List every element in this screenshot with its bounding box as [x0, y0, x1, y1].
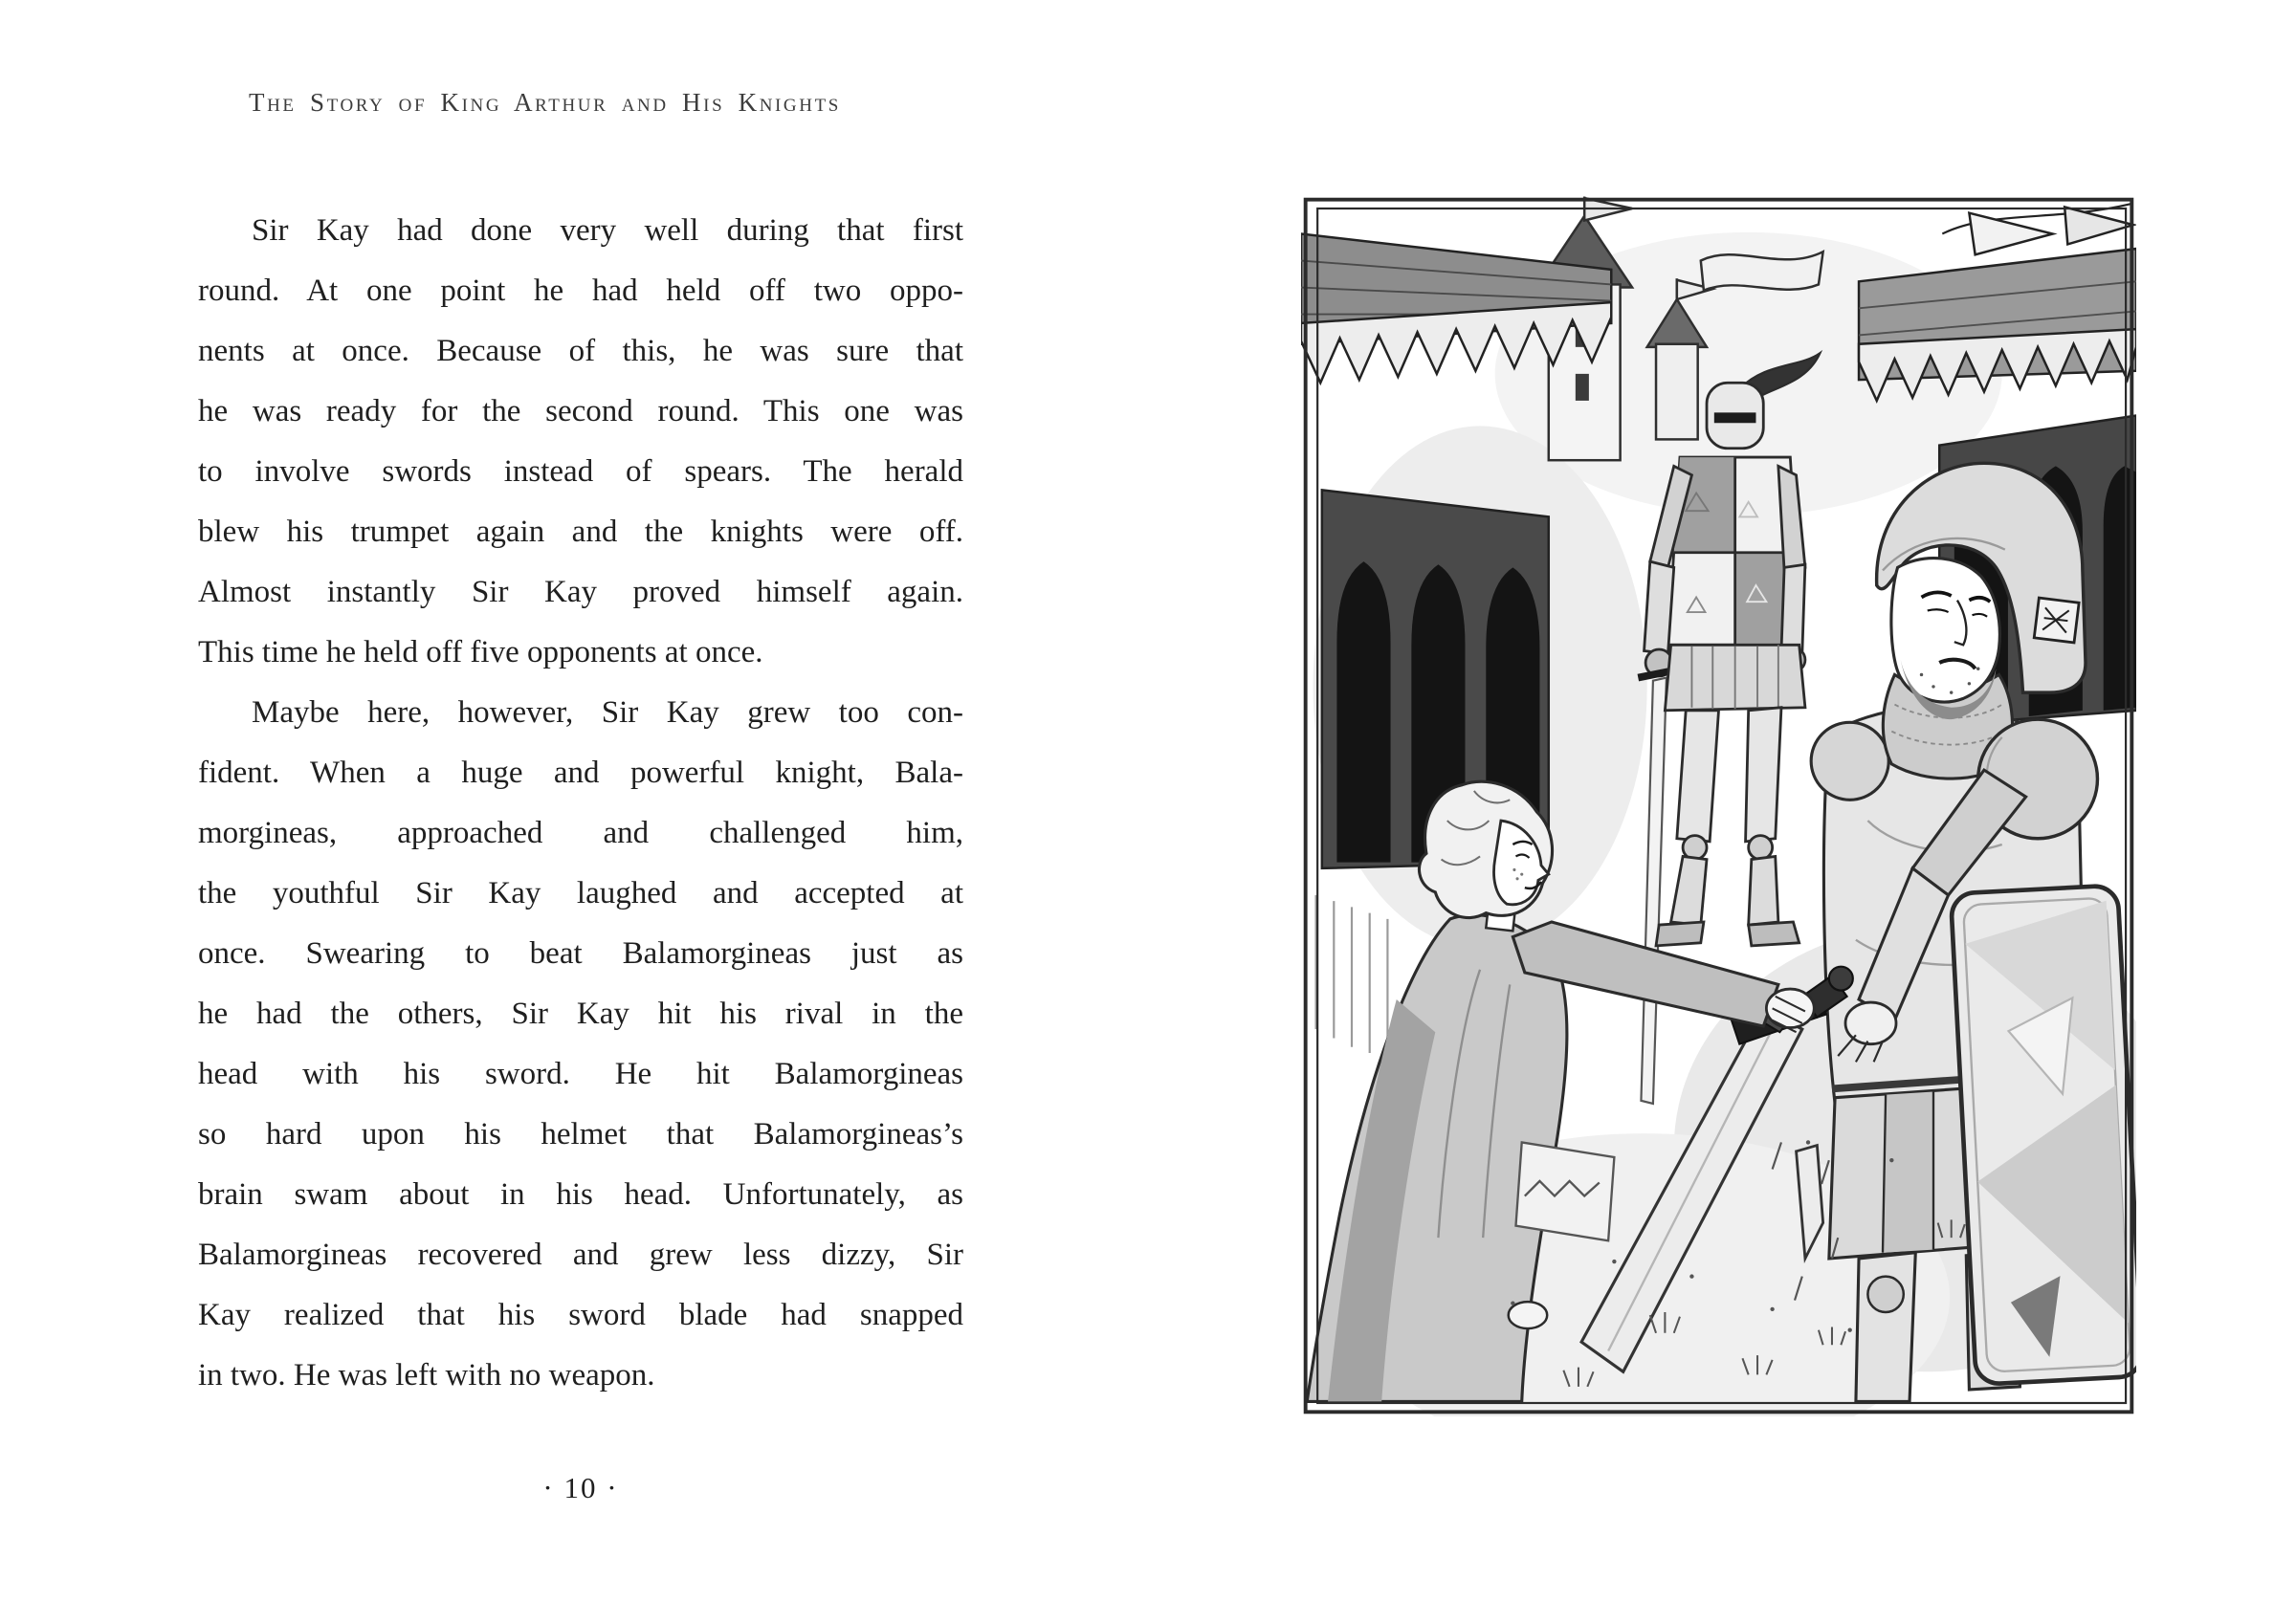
- tournament-illustration: [1301, 195, 2136, 1416]
- text-line: in two. He was left with no weapon.: [198, 1358, 655, 1393]
- text-line: so hard upon his helmet that Balamorgineas’s: [198, 1117, 963, 1151]
- text-line: nents at once. Because of this, he was sure that: [198, 334, 963, 368]
- text-line: Maybe here, however, Sir Kay grew too con-: [252, 695, 963, 730]
- paragraph: [198, 683, 963, 1406]
- text-line: brain swam about in his head. Unfortunately, as: [198, 1177, 963, 1212]
- shield: [1951, 885, 2136, 1384]
- text-line: This time he held off five opponents at once.: [198, 635, 763, 669]
- body-text: [198, 201, 963, 1406]
- helmet-emblem: [2034, 598, 2079, 643]
- text-line: head with his sword. He hit Balamorgineas: [198, 1057, 963, 1091]
- text-line: Sir Kay had done very well during that first: [252, 213, 963, 248]
- text-line: blew his trumpet again and the knights were off.: [198, 515, 963, 549]
- text-line: the youthful Sir Kay laughed and accepted at: [198, 876, 963, 910]
- text-line: fident. When a huge and powerful knight, Bala-: [198, 756, 963, 790]
- text-line: Kay realized that his sword blade had snapped: [198, 1298, 963, 1332]
- illustration-frame: [1301, 195, 2136, 1416]
- text-line: morgineas, approached and challenged him,: [198, 816, 963, 850]
- text-line: to involve swords instead of spears. The herald: [198, 454, 963, 489]
- text-line: Balamorgineas recovered and grew less dizzy, Sir: [198, 1238, 963, 1272]
- text-line: round. At one point he had held off two oppo-: [198, 274, 963, 308]
- text-line: he was ready for the second round. This one was: [198, 394, 963, 428]
- text-line: Almost instantly Sir Kay proved himself again.: [198, 575, 963, 609]
- text-line: he had the others, Sir Kay hit his rival in the: [198, 997, 963, 1031]
- running-head: The Story of King Arthur and His Knights: [249, 88, 841, 117]
- paragraph: [198, 201, 963, 683]
- page-number: · 10 ·: [542, 1471, 619, 1504]
- text-line: once. Swearing to beat Balamorgineas just as: [198, 936, 963, 971]
